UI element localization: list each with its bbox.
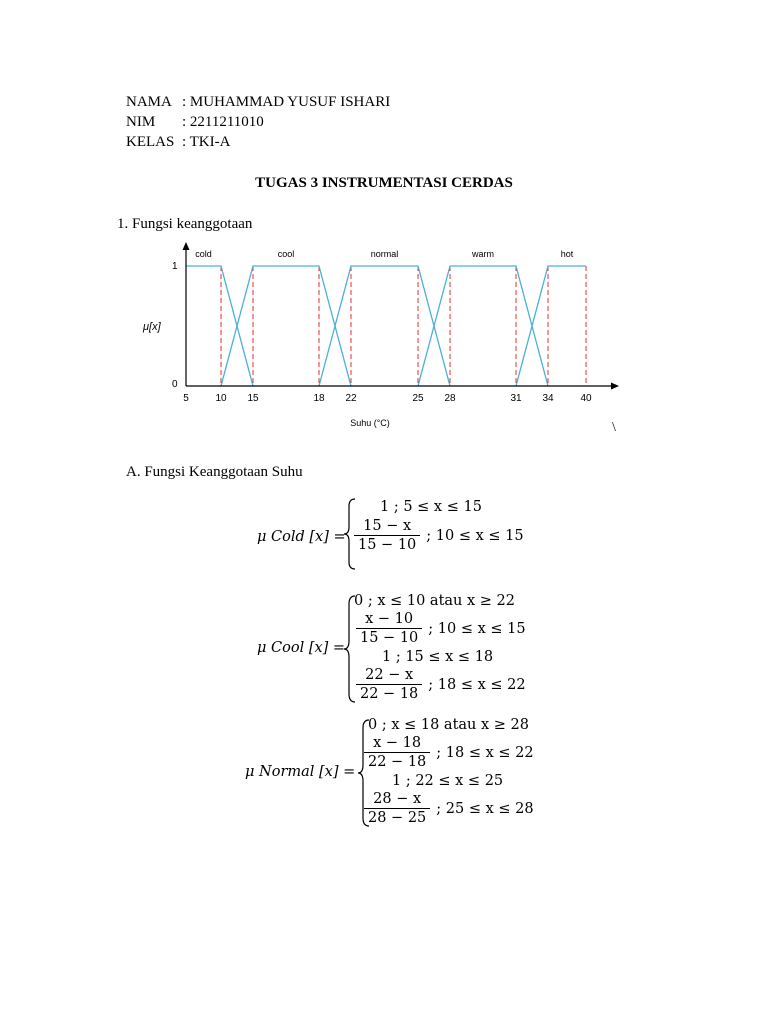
series-label-warm: warm (472, 249, 494, 259)
x-axis-label: Suhu (°C) (350, 418, 390, 428)
x-tick-15: 15 (247, 393, 259, 404)
page-title: TUGAS 3 INSTRUMENTASI CERDAS (255, 175, 513, 191)
eq-cool-case-2: $\frac{x - 10}{15 - 10}$ ; 10 ≤ x ≤ 15 (356, 611, 526, 646)
eq-cool-case-3: 1 ; 15 ≤ x ≤ 18 (382, 649, 494, 665)
series-hot (516, 266, 586, 386)
series-label-cool: cool (277, 249, 295, 259)
x-tick-10: 10 (215, 393, 227, 404)
series-label-hot: hot (560, 249, 574, 259)
eq-cool-brace (343, 594, 357, 704)
eq-cool-lhs: μ Cool [x] = (257, 640, 346, 656)
series-label-normal: normal (370, 249, 399, 259)
eq-normal-case-3: 1 ; 22 ≤ x ≤ 25 (392, 773, 504, 789)
eq-normal-case-4: $\frac{28 - x}{28 - 25}$ ; 25 ≤ x ≤ 28 (364, 791, 534, 826)
x-tick-18: 18 (313, 393, 325, 404)
x-tick-22: 22 (345, 393, 357, 404)
eq-cold-lhs: μ Cold [x] = (257, 529, 346, 545)
series-cool (221, 266, 351, 386)
stray-mark: \ (612, 420, 616, 435)
y-tick-1: 1 (172, 261, 178, 272)
eq-cool-case-1: 0 ; x ≤ 10 atau x ≥ 22 (354, 593, 515, 609)
series-warm (418, 266, 548, 386)
x-tick-31: 31 (510, 393, 522, 404)
eq-cold-case-2: $\frac{15 - x}{15 - 10}$ ; 10 ≤ x ≤ 15 (354, 518, 524, 553)
name-value: : MUHAMMAD YUSUF ISHARI (182, 94, 391, 110)
eq-cool-case-4: $\frac{22 - x}{22 - 18}$ ; 18 ≤ x ≤ 22 (356, 667, 526, 702)
x-tick-28: 28 (444, 393, 456, 404)
series-cold (186, 266, 253, 386)
kelas-value: : TKI-A (182, 134, 231, 150)
eq-cold-case-1: 1 ; 5 ≤ x ≤ 15 (380, 499, 482, 515)
x-tick-5: 5 (183, 393, 189, 404)
y-tick-0: 0 (172, 379, 178, 390)
nim-label: NIM (126, 114, 156, 130)
section-heading: 1. Fungsi keanggotaan (117, 216, 253, 232)
membership-chart (0, 0, 768, 440)
x-tick-40: 40 (580, 393, 592, 404)
series-normal (319, 266, 450, 386)
kelas-label: KELAS (126, 134, 175, 150)
eq-normal-case-2: $\frac{x - 18}{22 - 18}$ ; 18 ≤ x ≤ 22 (364, 735, 534, 770)
x-axis-arrow (611, 383, 619, 390)
eq-normal-lhs: μ Normal [x] = (245, 764, 356, 780)
x-tick-34: 34 (542, 393, 554, 404)
x-tick-25: 25 (412, 393, 424, 404)
nim-value: : 2211211010 (182, 114, 264, 130)
eq-normal-case-1: 0 ; x ≤ 18 atau x ≥ 28 (368, 717, 529, 733)
subsection-heading: A. Fungsi Keanggotaan Suhu (126, 464, 303, 480)
y-axis-label: μ[x] (143, 321, 161, 333)
series-label-cold: cold (195, 249, 212, 259)
name-label: NAMA (126, 94, 172, 110)
y-axis-arrow (183, 242, 190, 250)
